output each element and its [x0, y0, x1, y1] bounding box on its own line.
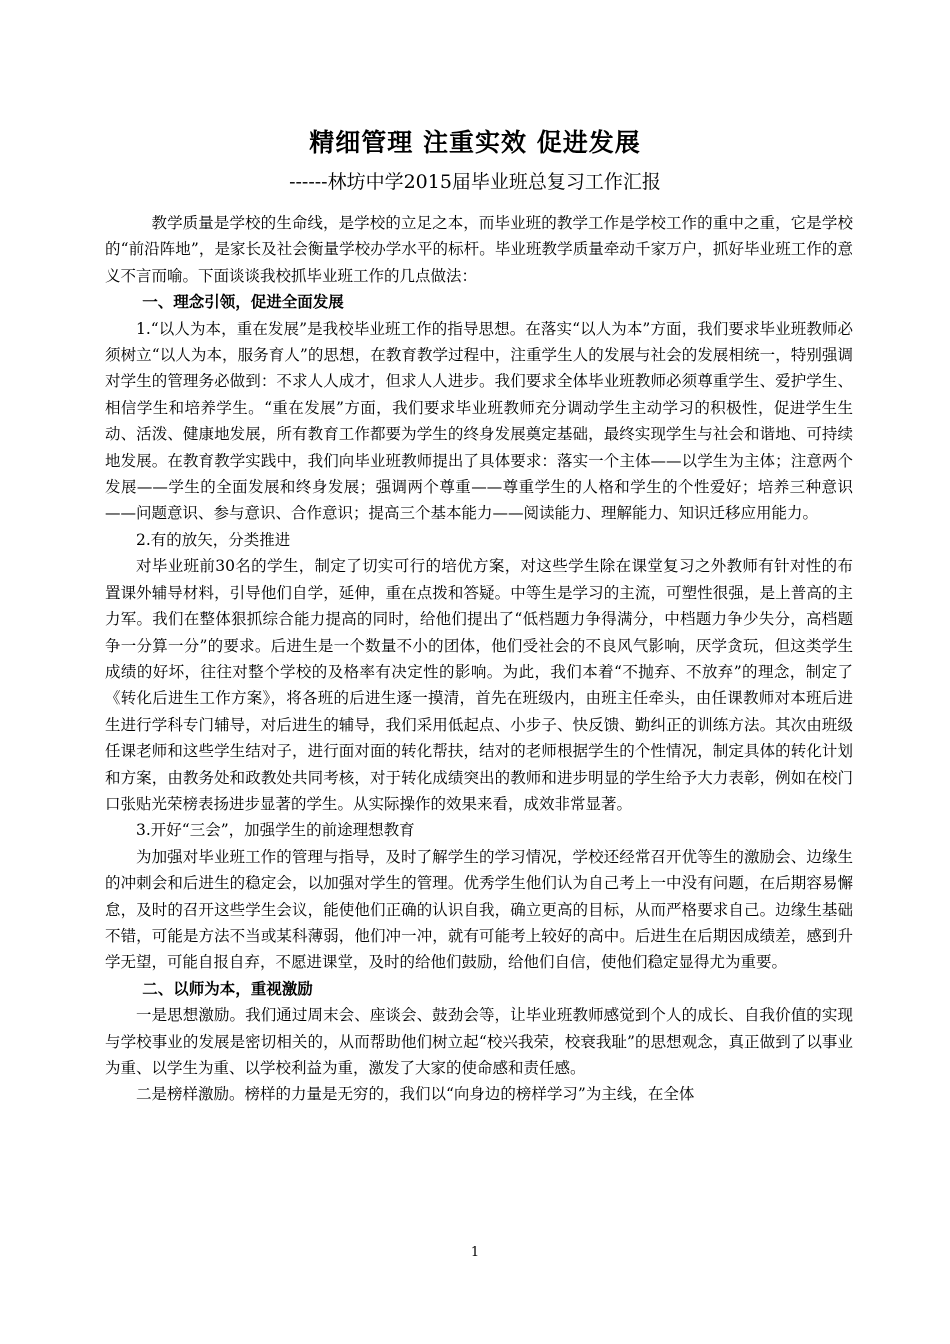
section-heading-2: 二、以师为本，重视激励	[142, 978, 313, 998]
page-number: 1	[470, 1245, 480, 1260]
document-body	[105, 210, 853, 1108]
subheading: 2.有的放矢，分类推进	[136, 530, 291, 549]
paragraph: 对毕业班前30名的学生，制定了切实可行的培优方案，对这些学生除在课堂复习之外教师有针对性的布置课外辅导材料，引导他们自学，延伸，重在点拨和答疑。中等生是学习的主流，可塑性很强，是上普高的主力军。我们在整体狠抓综合能力提高的同时，给他们提出了“低档题力争得满分，中档题力争少失分，高档题争一分算一分”的要求。后进生是一个数量不小的团体，他们受社会的不良风气影响，厌学贪玩，但这类学生成绩的好坏，往往对整个学校的及格率有决定性的影响。为此，我们本着“不抛弃、不放弃”的理念，制定了《转化后进生工作方案》，将各班的后进生逐一摸清，首先在班级内，由班主任牵头，由任课教师对本班后进生进行学科专门辅导，对后进生的辅导，我们采用低起点、小步子、快反馈、勤纠正的训练方法。其次由班级任课老师和这些学生结对子，进行面对面的转化帮扶，结对的老师根据学生的个性情况，制定具体的转化计划和方案，由教务处和政教处共同考核，对于转化成绩突出的教师和进步明显的学生给予大力表彰，例如在校门口张贴光荣榜表扬进步显著的学生。从实际操作的效果来看，成效非常显著。	[105, 557, 853, 813]
paragraph: 为加强对毕业班工作的管理与指导，及时了解学生的学习情况，学校还经常召开优等生的激励会、边缘生的冲刺会和后进生的稳定会，以加强对学生的管理。优秀学生他们认为自己考上一中没有问题，在后期容易懈怠，及时的召开这些学生会议，能使他们正确的认识自我，确立更高的目标，从而严格要求自己。边缘生基础不错，可能是方法不当或某科薄弱，他们冲一冲，就有可能考上较好的高中。后进生在后期因成绩差，感到升学无望，可能自报自弃，不愿进课堂，及时的给他们鼓励，给他们自信，使他们稳定显得尤为重要。	[105, 847, 853, 972]
paragraph-intro: 教学质量是学校的生命线，是学校的立足之本，而毕业班的教学工作是学校工作的重中之重，它是学校的“前沿阵地”，是家长及社会衡量学校办学水平的标杆。毕业班教学质量牵动千家万户，抓好毕业班工作的意义不言而喻。下面谈谈我校抓毕业班工作的几点做法：	[105, 214, 853, 285]
paragraph: 1.“以人为本，重在发展”是我校毕业班工作的指导思想。在落实“以人为本”方面，我们要求毕业班教师必须树立“以人为本，服务育人”的思想，在教育教学过程中，注重学生人的发展与社会的发展相统一，特别强调对学生的管理务必做到：不求人人成才，但求人人进步。我们要求全体毕业班教师必须尊重学生、爱护学生、相信学生和培养学生。“重在发展”方面，我们要求毕业班教师充分调动学生主动学习的积极性，促进学生生动、活泼、健康地发展，所有教育工作都要为学生的终身发展奠定基础，最终实现学生与社会和谐地、可持续地发展。在教育教学实践中，我们向毕业班教师提出了具体要求：落实一个主体——以学生为主体；注意两个发展——学生的全面发展和终身发展；强调两个尊重——尊重学生的人格和学生的个性爱好；培养三种意识——问题意识、参与意识、合作意识；提高三个基本能力——阅读能力、理解能力、知识迁移应用能力。	[105, 319, 853, 523]
subheading: 3.开好“三会”，加强学生的前途理想教育	[136, 821, 415, 840]
document-subtitle: ------林坊中学2015届毕业班总复习工作汇报	[289, 171, 661, 193]
paragraph: 一是思想激励。我们通过周末会、座谈会、鼓劲会等，让毕业班教师感觉到个人的成长、自我价值的实现与学校事业的发展是密切相关的，从而帮助他们树立起“校兴我荣，校衰我耻”的思想观念，真正做到了以事业为重、以学生为重、以学校利益为重，激发了大家的使命感和责任感。	[105, 1006, 853, 1077]
section-heading-1: 一、理念引领，促进全面发展	[142, 292, 344, 312]
paragraph: 二是榜样激励。榜样的力量是无穷的，我们以“向身边的榜样学习”为主线，在全体	[136, 1085, 695, 1104]
document-title: 精细管理 注重实效 促进发展	[309, 128, 641, 157]
